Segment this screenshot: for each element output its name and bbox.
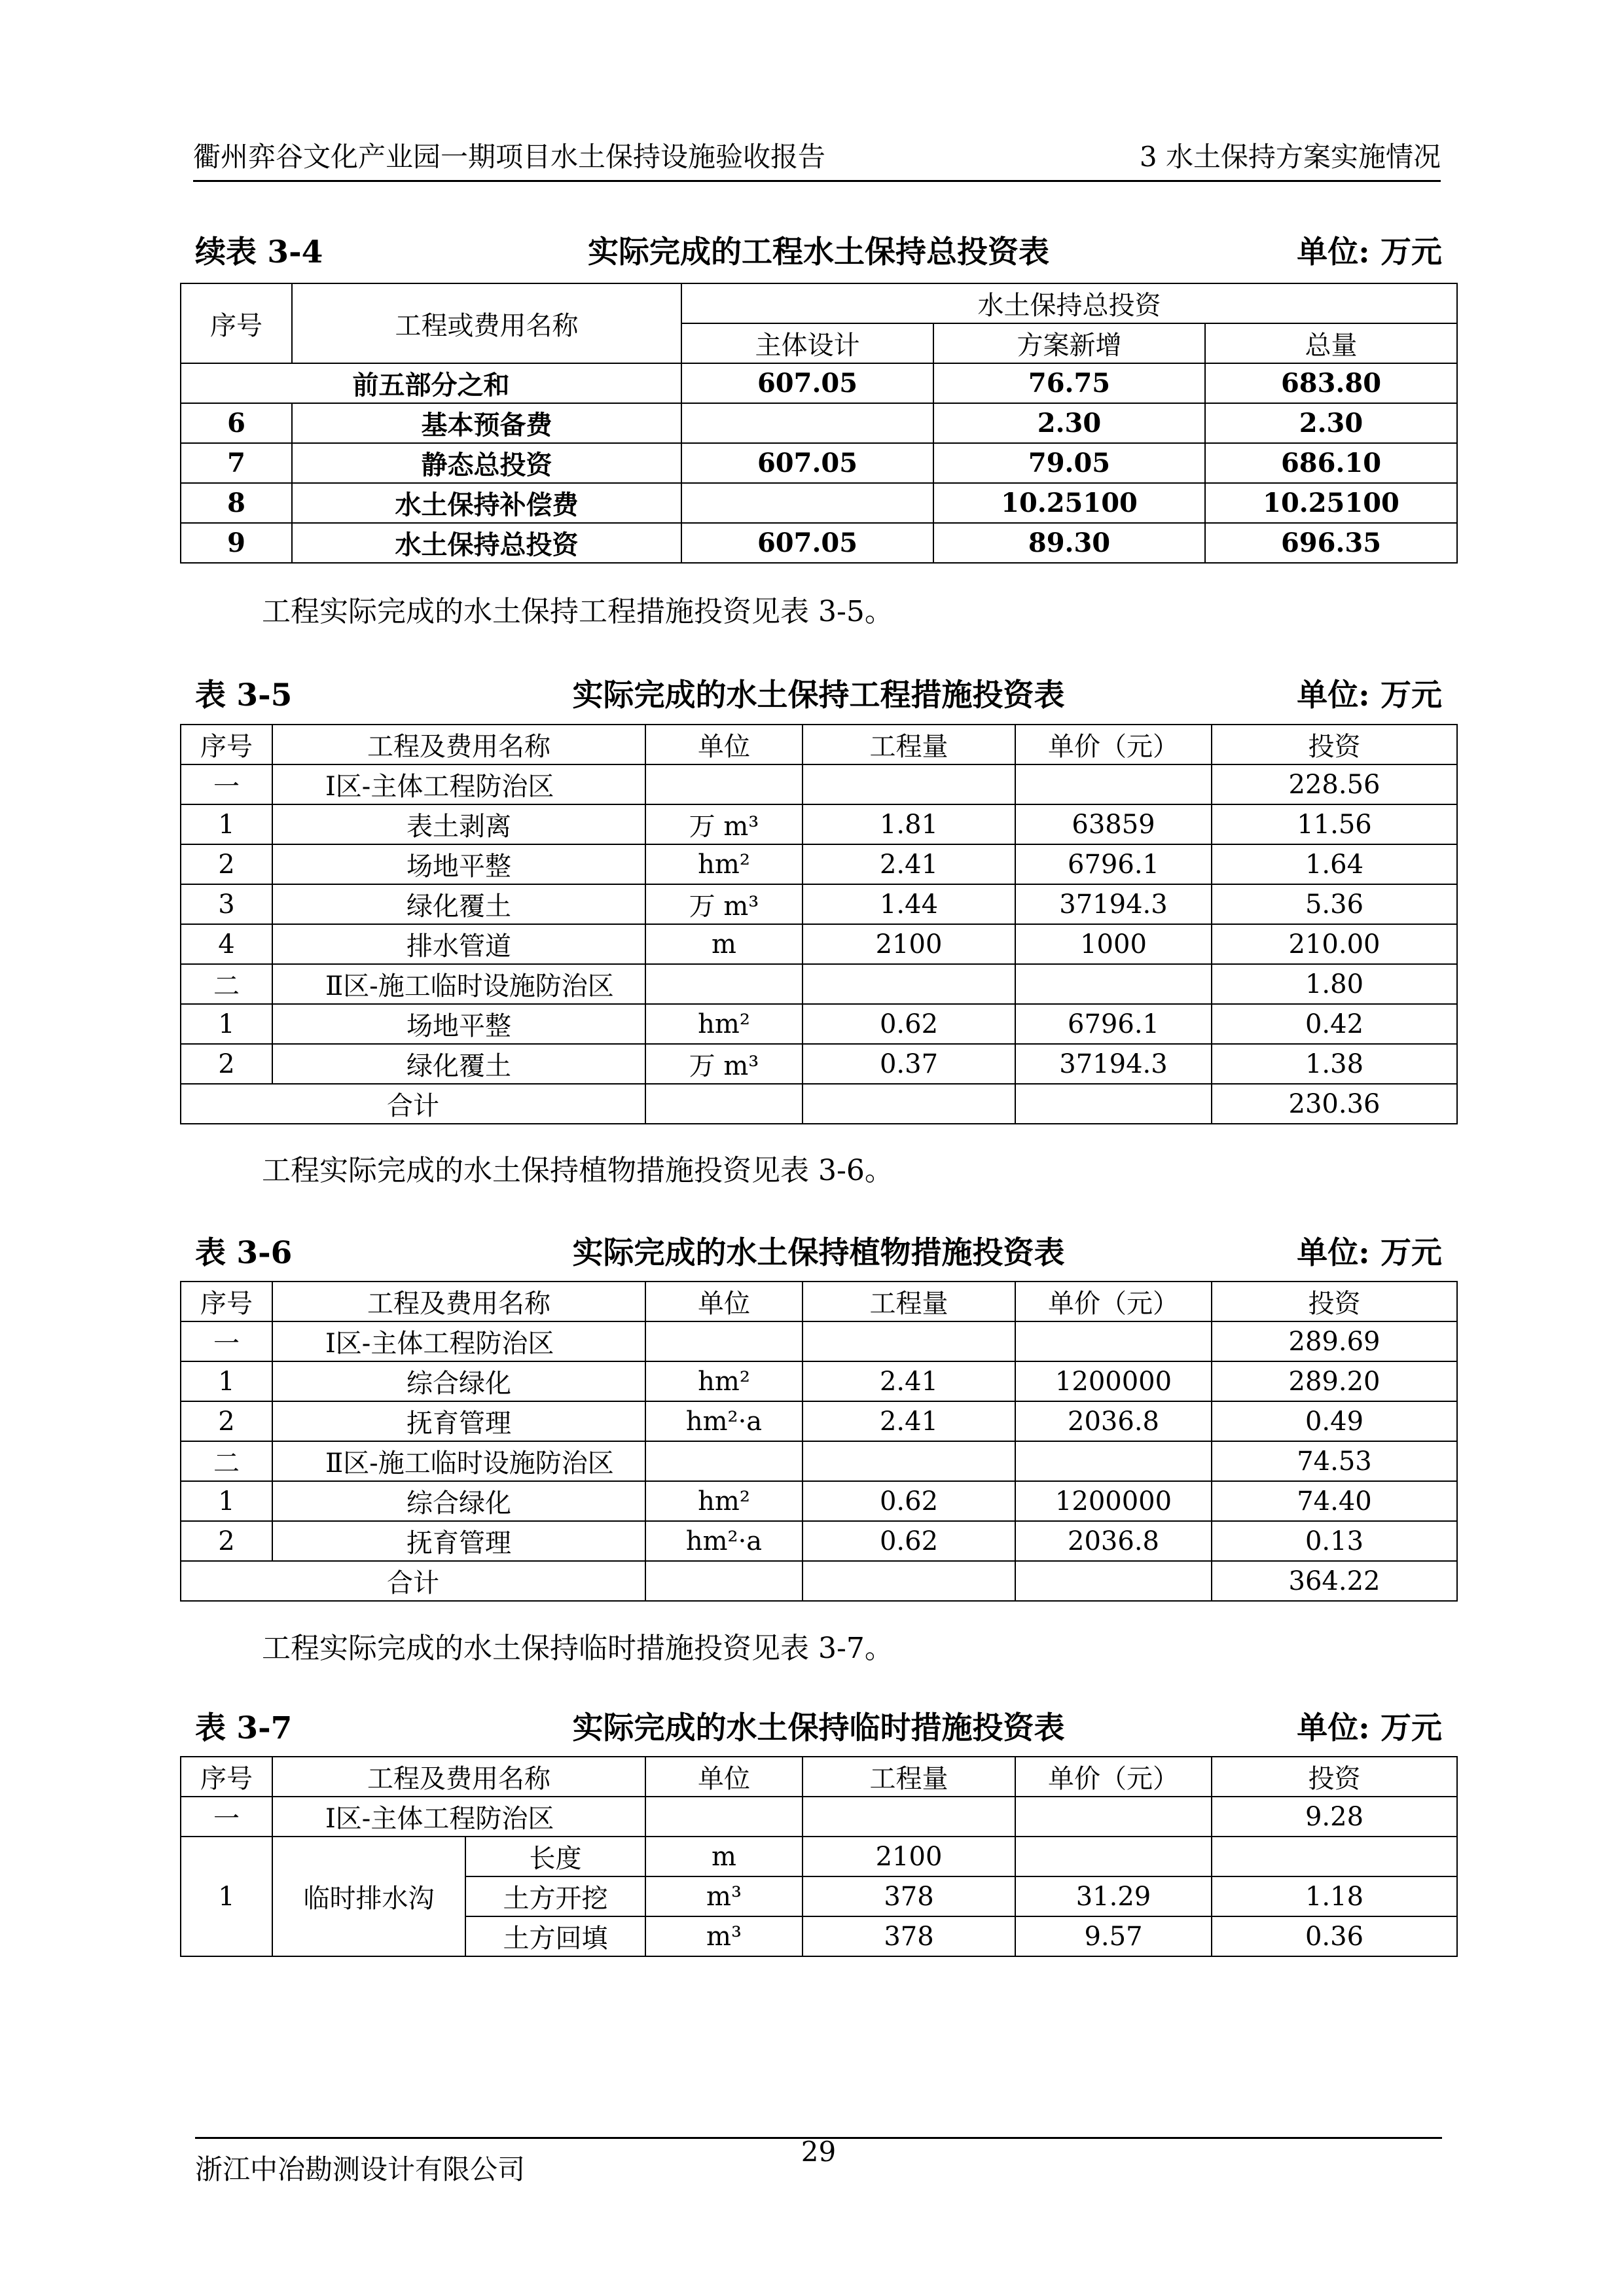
- table35-head-name: 工程及费用名称: [272, 725, 645, 764]
- table35-row: [181, 764, 1457, 804]
- table34-row: [181, 483, 1457, 523]
- table35-cell-name: 表土剥离: [272, 804, 645, 844]
- table35-head-qty: 工程量: [803, 725, 1015, 764]
- table35-row: [181, 924, 1457, 964]
- table34-row: [181, 443, 1457, 483]
- table35-cell-seq: 二: [181, 964, 272, 1004]
- table34-cell-new: 89.30: [933, 523, 1205, 563]
- page-footer: [195, 2137, 1442, 2191]
- table35-cell-name: 场地平整: [272, 1004, 645, 1044]
- table35-cell-unit: 万 m³: [645, 884, 803, 924]
- table35-total-unit: [645, 1084, 803, 1124]
- table35-cell-seq: 一: [181, 764, 272, 804]
- table37-zone-inv: 9.28: [1212, 1797, 1457, 1837]
- table37-caption: [195, 1708, 1442, 1748]
- table34-cell-new: 76.75: [933, 363, 1205, 403]
- table36-cell-inv: 74.40: [1212, 1481, 1457, 1521]
- table36-cell-name: 抚育管理: [272, 1521, 645, 1561]
- table35-cell-inv: 0.42: [1212, 1004, 1457, 1044]
- table35-total-inv: 230.36: [1212, 1084, 1457, 1124]
- table36-row: [181, 1361, 1457, 1401]
- table34-cell-main: [681, 403, 933, 443]
- table35-row: [181, 964, 1457, 1004]
- table35-cell-unit: hm²: [645, 844, 803, 884]
- table35-row: [181, 804, 1457, 844]
- table35-cell-name: 场地平整: [272, 844, 645, 884]
- table35-cell-inv: 228.56: [1212, 764, 1457, 804]
- table36-cell-inv: 0.13: [1212, 1521, 1457, 1561]
- table37-sub-name: 长度: [465, 1837, 645, 1876]
- table36-header-row: [181, 1282, 1457, 1321]
- table35-cell-price: 6796.1: [1015, 1004, 1212, 1044]
- table37-sub-row: [181, 1837, 1457, 1876]
- table34-cell-name: 基本预备费: [292, 403, 681, 443]
- table36-cell-unit: hm²: [645, 1361, 803, 1401]
- table34-unit: 单位: 万元: [1297, 234, 1442, 270]
- table35-cell-unit: 万 m³: [645, 1044, 803, 1084]
- table34-cell-total: 686.10: [1205, 443, 1457, 483]
- table36-cell-unit: hm²·a: [645, 1521, 803, 1561]
- table37-sub-unit: m³: [645, 1916, 803, 1956]
- table37-sub-unit: m: [645, 1837, 803, 1876]
- table36-cell-seq: 1: [181, 1481, 272, 1521]
- table35-head-seq: 序号: [181, 725, 272, 764]
- table36-cell-unit: hm²: [645, 1481, 803, 1521]
- table35-total-label: 合计: [181, 1084, 645, 1124]
- table36-head-qty: 工程量: [803, 1282, 1015, 1321]
- table35-cell-price: [1015, 964, 1212, 1004]
- table35-row: [181, 884, 1457, 924]
- table35-cell-qty: 1.81: [803, 804, 1015, 844]
- table35-cell-name: Ⅱ区-施工临时设施防治区: [272, 964, 645, 1004]
- table37-sub-unit: m³: [645, 1876, 803, 1916]
- table36-cell-price: [1015, 1441, 1212, 1481]
- table36-cell-name: 综合绿化: [272, 1481, 645, 1521]
- table36-cell-inv: 74.53: [1212, 1441, 1457, 1481]
- table35-cell-price: [1015, 764, 1212, 804]
- table36-cell-name: Ⅱ区-施工临时设施防治区: [272, 1441, 645, 1481]
- table36-head-inv: 投资: [1212, 1282, 1457, 1321]
- table35-cell-inv: 1.80: [1212, 964, 1457, 1004]
- table36-row: [181, 1481, 1457, 1521]
- table35-cell-qty: 0.62: [803, 1004, 1015, 1044]
- table37-sub-name: 土方开挖: [465, 1876, 645, 1916]
- table35-cell-unit: [645, 764, 803, 804]
- table35-cell-price: 37194.3: [1015, 1044, 1212, 1084]
- table36-cell-qty: 0.62: [803, 1521, 1015, 1561]
- table35-cell-qty: 2100: [803, 924, 1015, 964]
- table36-unit: 单位: 万元: [1297, 1235, 1442, 1271]
- table36-cell-unit: [645, 1321, 803, 1361]
- table34-cell-name: 水土保持补偿费: [292, 483, 681, 523]
- table35-cell-name: 排水管道: [272, 924, 645, 964]
- table35-caption: [195, 675, 1442, 715]
- table34-cell-seq: 9: [181, 523, 292, 563]
- table35-cell-seq: 2: [181, 844, 272, 884]
- table35-cell-unit: m: [645, 924, 803, 964]
- table37-sub-price: 31.29: [1015, 1876, 1212, 1916]
- table36-number: 表 3-6: [195, 1235, 293, 1271]
- table37-sub-inv: 1.18: [1212, 1876, 1457, 1916]
- paragraph-ref-3-7: 工程实际完成的水土保持临时措施投资见表 3-7。: [262, 1632, 893, 1665]
- table34-cell-main: 607.05: [681, 443, 933, 483]
- table37-zone-price: [1015, 1797, 1212, 1837]
- table34-head-total: 总量: [1205, 323, 1457, 363]
- table37-sub-inv: 0.36: [1212, 1916, 1457, 1956]
- table35-cell-inv: 1.38: [1212, 1044, 1457, 1084]
- table34-title: 实际完成的工程水土保持总投资表: [588, 234, 1049, 270]
- table36-cell-seq: 二: [181, 1441, 272, 1481]
- table34-cell-seq: 6: [181, 403, 292, 443]
- table36-cell-price: 1200000: [1015, 1361, 1212, 1401]
- table34-head-seq: 序号: [181, 283, 292, 363]
- table34-cell-total: 10.25100: [1205, 483, 1457, 523]
- table36-total-price: [1015, 1561, 1212, 1601]
- table36-cell-inv: 0.49: [1212, 1401, 1457, 1441]
- header-chapter-title: 3 水土保持方案实施情况: [1139, 141, 1441, 173]
- table35-cell-seq: 2: [181, 1044, 272, 1084]
- table35-cell-qty: [803, 964, 1015, 1004]
- table35-cell-unit: 万 m³: [645, 804, 803, 844]
- table36-cell-seq: 2: [181, 1521, 272, 1561]
- table35-cell-qty: 0.37: [803, 1044, 1015, 1084]
- table35-cell-price: 63859: [1015, 804, 1212, 844]
- table36-title: 实际完成的水土保持植物措施投资表: [572, 1235, 1065, 1271]
- table36-cell-price: [1015, 1321, 1212, 1361]
- table35-cell-price: 1000: [1015, 924, 1212, 964]
- table34-cell-main: 607.05: [681, 363, 933, 403]
- table35-total-row: [181, 1084, 1457, 1124]
- table34-cell-total: 696.35: [1205, 523, 1457, 563]
- table37-zone-row: [181, 1797, 1457, 1837]
- table36-cell-qty: [803, 1441, 1015, 1481]
- table34-cell-name: 前五部分之和: [181, 363, 681, 403]
- table34-cell-total: 683.80: [1205, 363, 1457, 403]
- table34: [180, 283, 1458, 564]
- table35-cell-name: 绿化覆土: [272, 1044, 645, 1084]
- table35-cell-inv: 11.56: [1212, 804, 1457, 844]
- table36-cell-seq: 1: [181, 1361, 272, 1401]
- table37-sub-price: 9.57: [1015, 1916, 1212, 1956]
- table35-total-price: [1015, 1084, 1212, 1124]
- table35-total-qty: [803, 1084, 1015, 1124]
- table34-head-main: 主体设计: [681, 323, 933, 363]
- table37-title: 实际完成的水土保持临时措施投资表: [572, 1710, 1065, 1746]
- table34-row: [181, 523, 1457, 563]
- header-report-title: 衢州弈谷文化产业园一期项目水土保持设施验收报告: [193, 141, 826, 173]
- table34-cell-name: 水土保持总投资: [292, 523, 681, 563]
- table36-head-unit: 单位: [645, 1282, 803, 1321]
- table37-sub-qty: 2100: [803, 1837, 1015, 1876]
- table35-cell-seq: 4: [181, 924, 272, 964]
- table35-cell-seq: 3: [181, 884, 272, 924]
- table37-head-seq: 序号: [181, 1757, 272, 1797]
- table36-cell-qty: 0.62: [803, 1481, 1015, 1521]
- table35-head-price: 单价（元）: [1015, 725, 1212, 764]
- table36-cell-name: 抚育管理: [272, 1401, 645, 1441]
- table35-header-row: [181, 725, 1457, 764]
- table35-cell-price: 6796.1: [1015, 844, 1212, 884]
- table35-head-inv: 投资: [1212, 725, 1457, 764]
- table34-cell-new: 79.05: [933, 443, 1205, 483]
- table37-head-unit: 单位: [645, 1757, 803, 1797]
- table35-row: [181, 1004, 1457, 1044]
- table36-cell-seq: 一: [181, 1321, 272, 1361]
- table35-cell-name: Ⅰ区-主体工程防治区: [272, 764, 645, 804]
- table36-cell-qty: 2.41: [803, 1361, 1015, 1401]
- paragraph-ref-3-5: 工程实际完成的水土保持工程措施投资见表 3-5。: [262, 595, 893, 628]
- table36-cell-qty: [803, 1321, 1015, 1361]
- table35-unit: 单位: 万元: [1297, 677, 1442, 713]
- table37-head-name: 工程及费用名称: [272, 1757, 645, 1797]
- footer-company: 浙江中冶勘测设计有限公司: [195, 2153, 526, 2185]
- page-header: [193, 134, 1441, 182]
- table35-cell-inv: 5.36: [1212, 884, 1457, 924]
- table37-item-name: 临时排水沟: [272, 1837, 465, 1956]
- table34-number: 续表 3-4: [195, 234, 323, 270]
- table36-total-inv: 364.22: [1212, 1561, 1457, 1601]
- table36-head-price: 单价（元）: [1015, 1282, 1212, 1321]
- table37-number: 表 3-7: [195, 1710, 293, 1746]
- table36-cell-inv: 289.69: [1212, 1321, 1457, 1361]
- table36-cell-unit: hm²·a: [645, 1401, 803, 1441]
- table36-total-qty: [803, 1561, 1015, 1601]
- table37-zone-name: Ⅰ区-主体工程防治区: [272, 1797, 645, 1837]
- table37-zone-unit: [645, 1797, 803, 1837]
- table37-sub-qty: 378: [803, 1916, 1015, 1956]
- table34-head-new: 方案新增: [933, 323, 1205, 363]
- table36-cell-price: 1200000: [1015, 1481, 1212, 1521]
- table34-caption: [195, 232, 1442, 272]
- table35-row: [181, 844, 1457, 884]
- table37-sub-price: [1015, 1837, 1212, 1876]
- table36-row: [181, 1521, 1457, 1561]
- table35-head-unit: 单位: [645, 725, 803, 764]
- paragraph-ref-3-6: 工程实际完成的水土保持植物措施投资见表 3-6。: [262, 1154, 893, 1187]
- table37-unit: 单位: 万元: [1297, 1710, 1442, 1746]
- table35-cell-inv: 210.00: [1212, 924, 1457, 964]
- table34-cell-seq: 7: [181, 443, 292, 483]
- table34-cell-total: 2.30: [1205, 403, 1457, 443]
- table35-cell-seq: 1: [181, 1004, 272, 1044]
- table35-cell-qty: [803, 764, 1015, 804]
- table35-cell-unit: [645, 964, 803, 1004]
- table36-row: [181, 1441, 1457, 1481]
- table36-cell-price: 2036.8: [1015, 1401, 1212, 1441]
- table34-cell-new: 10.25100: [933, 483, 1205, 523]
- table34-head-group: 水土保持总投资: [681, 283, 1457, 323]
- table36-row: [181, 1321, 1457, 1361]
- table37-head-qty: 工程量: [803, 1757, 1015, 1797]
- table35: [180, 724, 1458, 1124]
- table35-cell-price: 37194.3: [1015, 884, 1212, 924]
- table34-cell-new: 2.30: [933, 403, 1205, 443]
- table36-total-label: 合计: [181, 1561, 645, 1601]
- table36-cell-name: Ⅰ区-主体工程防治区: [272, 1321, 645, 1361]
- table37-sub-inv: [1212, 1837, 1457, 1876]
- table35-number: 表 3-5: [195, 677, 293, 713]
- table36-total-unit: [645, 1561, 803, 1601]
- table34-cell-seq: 8: [181, 483, 292, 523]
- table35-cell-inv: 1.64: [1212, 844, 1457, 884]
- table34-row: [181, 403, 1457, 443]
- table37-head-inv: 投资: [1212, 1757, 1457, 1797]
- table37-zone-qty: [803, 1797, 1015, 1837]
- table34-cell-main: 607.05: [681, 523, 933, 563]
- table34-cell-name: 静态总投资: [292, 443, 681, 483]
- table36-cell-unit: [645, 1441, 803, 1481]
- table36-cell-name: 综合绿化: [272, 1361, 645, 1401]
- table36-head-seq: 序号: [181, 1282, 272, 1321]
- table36-cell-qty: 2.41: [803, 1401, 1015, 1441]
- table34-cell-main: [681, 483, 933, 523]
- table35-cell-unit: hm²: [645, 1004, 803, 1044]
- table35-cell-qty: 1.44: [803, 884, 1015, 924]
- table37-head-price: 单价（元）: [1015, 1757, 1212, 1797]
- table35-title: 实际完成的水土保持工程措施投资表: [572, 677, 1065, 713]
- table36: [180, 1281, 1458, 1602]
- table35-cell-qty: 2.41: [803, 844, 1015, 884]
- table37-sub-qty: 378: [803, 1876, 1015, 1916]
- table36-cell-price: 2036.8: [1015, 1521, 1212, 1561]
- table35-cell-seq: 1: [181, 804, 272, 844]
- table35-cell-name: 绿化覆土: [272, 884, 645, 924]
- table37-sub-name: 土方回填: [465, 1916, 645, 1956]
- table37-item-seq: 1: [181, 1837, 272, 1956]
- table37-zone-seq: 一: [181, 1797, 272, 1837]
- table34-head-name: 工程或费用名称: [292, 283, 681, 363]
- table36-cell-seq: 2: [181, 1401, 272, 1441]
- table36-row: [181, 1401, 1457, 1441]
- page-number: 29: [801, 2136, 837, 2168]
- table37: [180, 1756, 1458, 1957]
- table34-header-row: [181, 283, 1457, 323]
- table36-head-name: 工程及费用名称: [272, 1282, 645, 1321]
- table37-header-row: [181, 1757, 1457, 1797]
- table34-row: [181, 363, 1457, 403]
- table36-caption: [195, 1233, 1442, 1272]
- table36-total-row: [181, 1561, 1457, 1601]
- table36-cell-inv: 289.20: [1212, 1361, 1457, 1401]
- table35-row: [181, 1044, 1457, 1084]
